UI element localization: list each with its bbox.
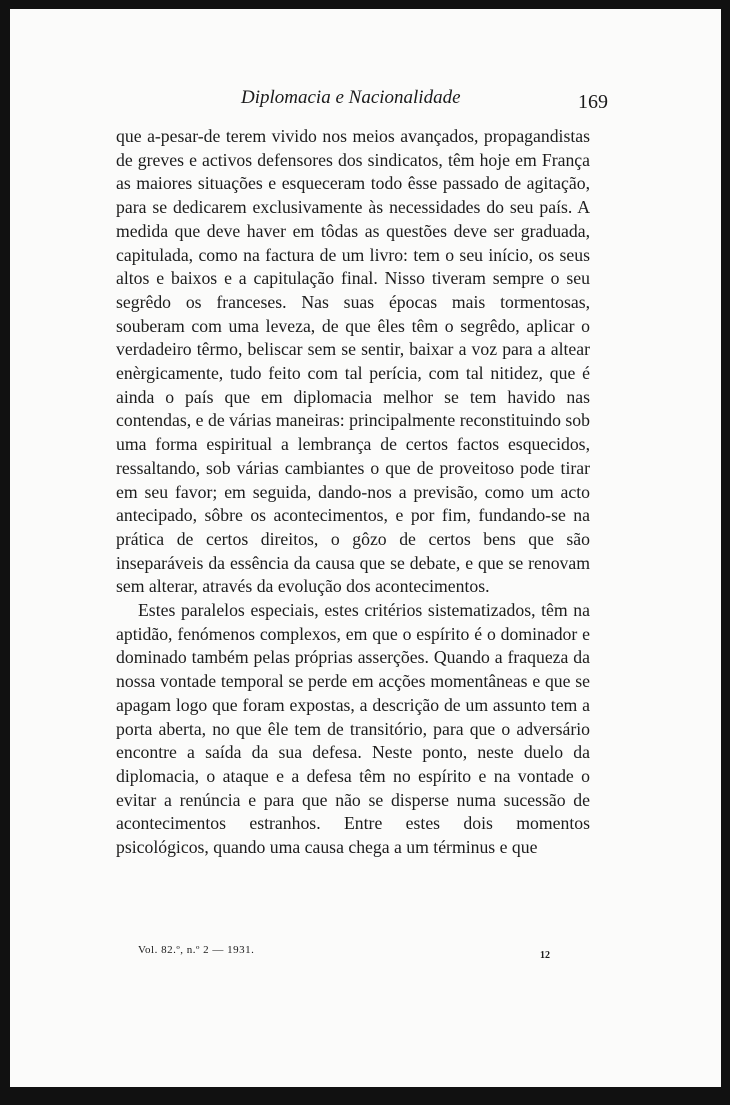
body-text (116, 125, 590, 860)
page-footer (138, 944, 550, 964)
page-number: 169 (578, 91, 608, 113)
paragraph-continuation: que a-pesar-de terem vivido nos meios avançados, propagandistas de greves e activos defensores dos sindicatos, têm hoje em França as maiores situações e esqueceram todo êsse passado de agitação, para se dedicarem exclusivamente às necessidades do seu país. A medida que deve haver em tôdas as questões deve ser graduada, capitulada, como na factura de um livro: tem o seu início, os seus altos e baixos e a capitulação final. Nisso tiveram sempre o seu segrêdo os franceses. Nas suas épocas mais tormentosas, souberam com uma leveza, de que êles têm o segrêdo, aplicar o verdadeiro têrmo, beliscar sem se sentir, baixar a voz para a altear enèrgicamente, tudo feito com tal perícia, com tal nitidez, que é ainda o país que em diplomacia melhor se tem havido nas contendas, e de várias maneiras: principalmente reconstituindo sob uma forma espiritual a lembrança de certos factos esquecidos, ressaltando, sob várias cambiantes o que de proveitoso pode tirar em seu favor; em seguida, dando-nos a previsão, como um acto antecipado, sôbre os acontecimentos, e por fim, fundando-se na prática de certos direitos, o gôzo de certos bens que são inseparáveis da essência da causa que se debate, e que se renovam sem alterar, através da evolução dos acontecimentos. (116, 126, 590, 597)
paragraph-estes-paralelos: Estes paralelos especiais, estes critérios sistematizados, têm na aptidão, fenómenos complexos, em que o espírito é o dominador e dominado também pelas próprias asserções. Quando a fraqueza da nossa vontade temporal se perde em acções momentâneas e que se apagam logo que foram expostas, a descrição de um assunto tem a porta aberta, no que êle tem de transitório, para que o adversário encontre a saída da sua defesa. Neste ponto, neste duelo da diplomacia, o ataque e a defesa têm no espírito e na vontade o evitar a renúncia e para que não se disperse numa sucessão de acontecimentos estranhos. Entre estes dois momentos psicológicos, quando uma causa chega a um términus e que (116, 600, 590, 858)
sheet-number: 12 (540, 950, 550, 961)
page-header (116, 87, 608, 113)
signature-line: Vol. 82.º, n.º 2 — 1931. (138, 944, 255, 956)
running-title: Diplomacia e Nacionalidade (241, 87, 461, 108)
